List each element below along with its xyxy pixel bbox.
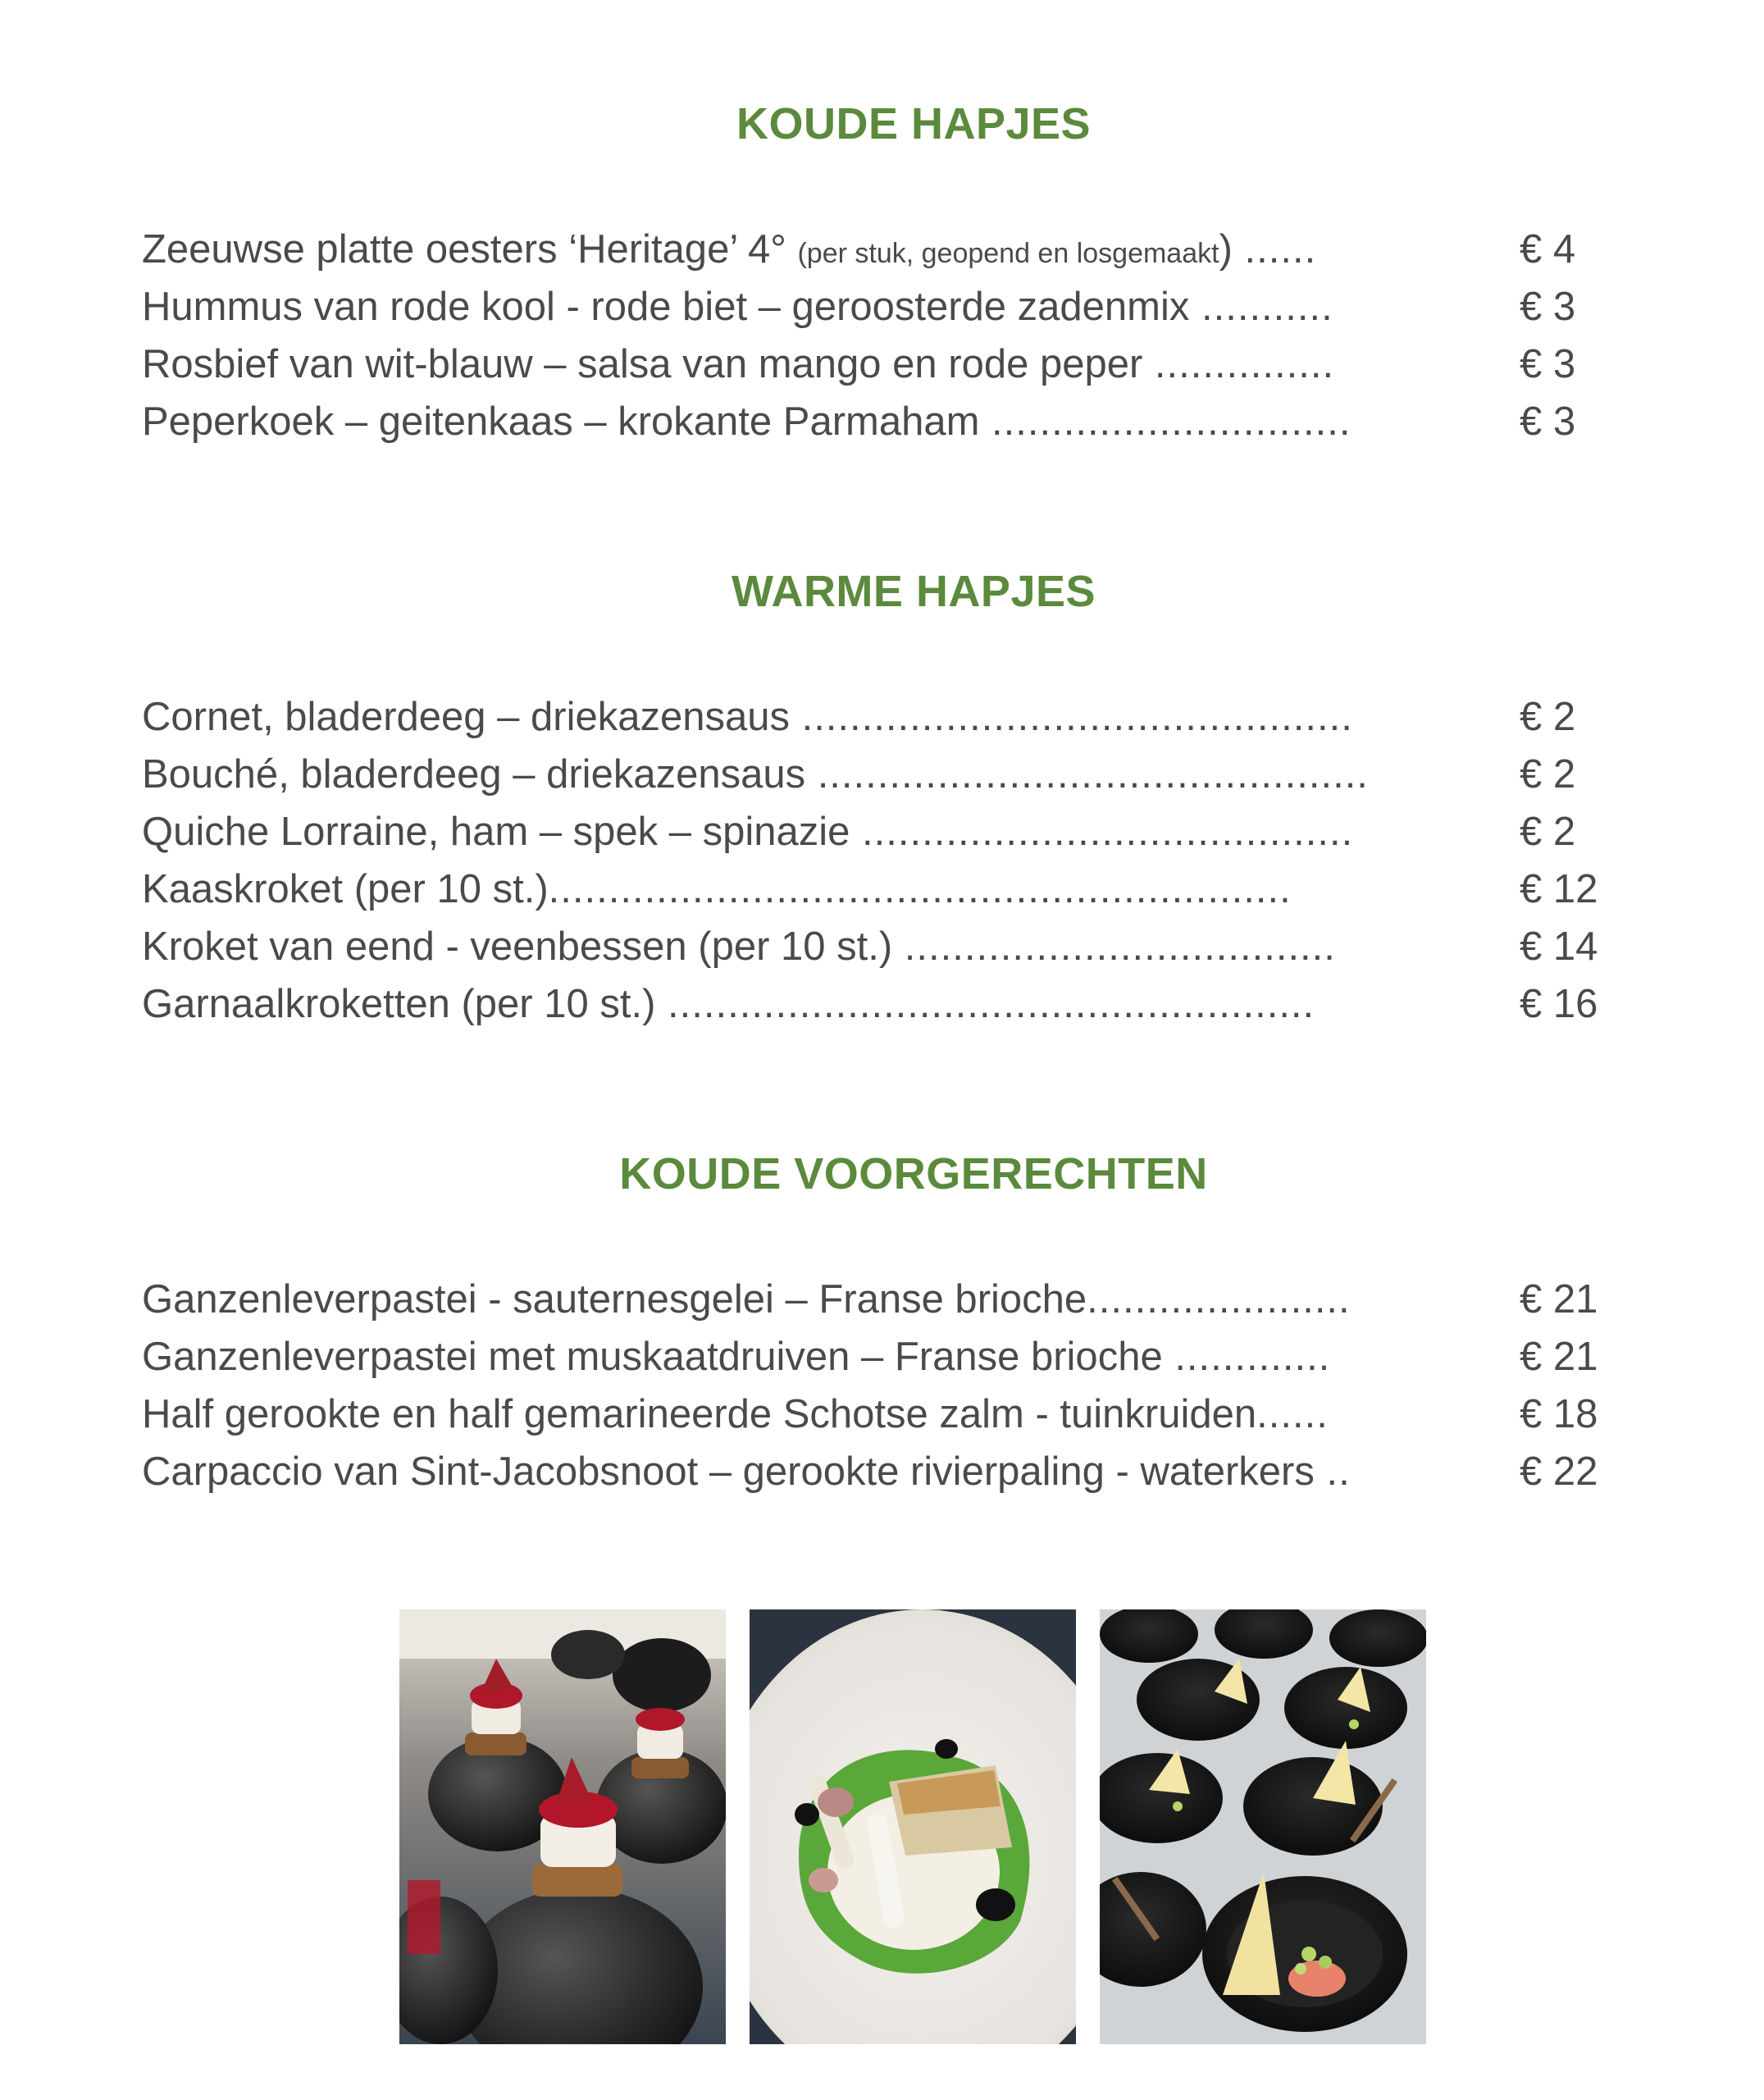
item-name: Half gerookte en half gemarineerde Schotse zalm - tuinkruiden...... [142,1392,1329,1436]
menu-item [142,280,1700,334]
photo-strip [0,1609,1764,2044]
section-title-warme-hapjes: WARME HAPJES [731,567,1096,616]
menu-item [142,920,1700,974]
menu-item [142,395,1700,449]
item-name: Garnaalkroketten (per 10 st.) ...................................................... [142,982,1315,1026]
menu-item [142,1387,1700,1441]
item-price: € 16 [1520,982,1598,1026]
item-price: € 18 [1520,1392,1598,1436]
photo-goat-cheese-bites [399,1609,726,2044]
item-price: € 2 [1520,810,1576,854]
item-price: € 14 [1520,924,1598,969]
item-name: Kaaskroket (per 10 st.).............................................................. [142,867,1292,911]
menu-item [142,1445,1700,1499]
item-price: € 2 [1520,695,1576,739]
section-title-koude-voorgerechten: KOUDE VOORGERECHTEN [619,1149,1208,1198]
item-price: € 12 [1520,867,1598,911]
item-name: Bouché, bladerdeeg – driekazensaus .............................................. [142,752,1369,797]
item-name: Zeeuwse platte oesters ‘Heritage’ 4° (per stuk, geopend en losgemaakt) ...... [142,227,1317,272]
menu-item [142,222,1700,276]
item-price: € 3 [1520,399,1576,444]
menu-item [142,1272,1700,1326]
item-name: Kroket van eend - veenbessen (per 10 st.) .................................... [142,924,1336,969]
item-name: Peperkoek – geitenkaas – krokante Parmaham .............................. [142,399,1351,444]
item-name: Carpaccio van Sint-Jacobsnoot – gerookte rivierpaling - waterkers .. [142,1449,1351,1494]
item-price: € 22 [1520,1449,1598,1494]
item-name: Hummus van rode kool - rode biet – geroosterde zadenmix ........... [142,285,1333,329]
menu-item [142,1330,1700,1384]
menu-item [142,690,1700,744]
item-price: € 4 [1520,227,1576,272]
item-name: Ganzenleverpastei - sauternesgelei – Franse brioche...................... [142,1277,1351,1322]
item-name: Rosbief van wit-blauw – salsa van mango en rode peper ............... [142,342,1335,386]
menu-item [142,337,1700,391]
item-price: € 3 [1520,285,1576,329]
item-name: Quiche Lorraine, ham – spek – spinazie ......................................... [142,810,1354,854]
menu-item [142,747,1700,801]
item-price: € 21 [1520,1277,1598,1322]
section-title-koude-hapjes: KOUDE HAPJES [736,99,1092,148]
item-name: Ganzenleverpastei met muskaatdruiven – Franse brioche ............. [142,1335,1331,1379]
photo-salmon-bowls [1100,1609,1426,2044]
menu-item [142,805,1700,859]
menu-item [142,862,1700,916]
photo-fish-plate [750,1609,1076,2044]
item-name: Cornet, bladerdeeg – driekazensaus .............................................. [142,695,1353,739]
item-price: € 21 [1520,1335,1598,1379]
item-price: € 2 [1520,752,1576,797]
menu-item [142,977,1700,1031]
item-price: € 3 [1520,342,1576,386]
